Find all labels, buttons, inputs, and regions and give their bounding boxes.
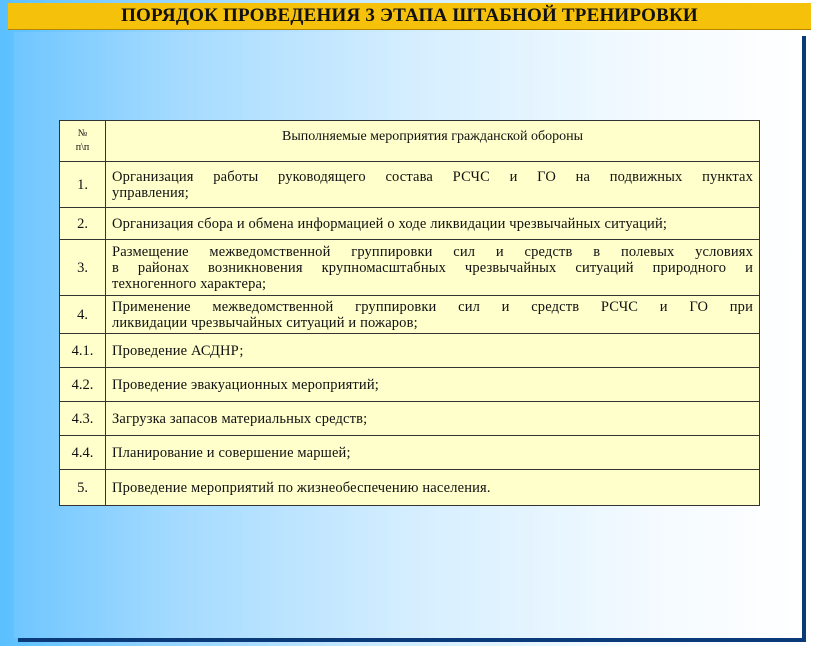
table-row [60, 470, 760, 506]
row-number: 4.1. [60, 334, 106, 368]
page-title: ПОРЯДОК ПРОВЕДЕНИЯ 3 ЭТАПА ШТАБНОЙ ТРЕНИРОВКИ [121, 5, 698, 26]
title-bar [8, 3, 811, 30]
activity-text-line: Применение межведомственной группировки сил и средств РСЧС и ГО при [112, 298, 753, 315]
header-number-cell [60, 121, 106, 162]
row-number: 3. [60, 240, 106, 296]
activity-text-line: управления; [112, 184, 189, 201]
row-activity [106, 240, 760, 296]
row-activity [106, 334, 760, 368]
table-row [60, 240, 760, 296]
row-number: 2. [60, 208, 106, 240]
row-number: 4.4. [60, 436, 106, 470]
activities-table [59, 120, 760, 506]
table-row [60, 296, 760, 334]
header-number-symbol: № [77, 128, 88, 139]
table-row [60, 436, 760, 470]
row-activity [106, 368, 760, 402]
activity-text-line: в районах возникновения крупномасштабных чрезвычайных ситуаций природного и [112, 259, 753, 276]
activity-text-line: техногенного характера; [112, 275, 267, 292]
row-activity [106, 208, 760, 240]
activity-text-line: Загрузка запасов материальных средств; [112, 410, 368, 427]
row-number: 5. [60, 470, 106, 506]
activity-text-line: Организация сбора и обмена информацией о ходе ликвидации чрезвычайных ситуаций; [112, 215, 668, 232]
table-row [60, 162, 760, 208]
row-number: 1. [60, 162, 106, 208]
activity-text-line: Проведение мероприятий по жизнеобеспечению населения. [112, 479, 491, 496]
activity-text-line: Размещение межведомственной группировки сил и средств в полевых условиях [112, 243, 753, 260]
table-row [60, 208, 760, 240]
row-activity [106, 470, 760, 506]
row-number: 4. [60, 296, 106, 334]
row-number: 4.2. [60, 368, 106, 402]
table-header-row [60, 121, 760, 162]
row-activity [106, 402, 760, 436]
activity-text-line: ликвидации чрезвычайных ситуаций и пожаров; [112, 314, 418, 331]
activity-text-line: Планирование и совершение маршей; [112, 444, 351, 461]
row-activity [106, 436, 760, 470]
activity-text-line: Проведение эвакуационных мероприятий; [112, 376, 379, 393]
activity-text-line: Организация работы руководящего состава РСЧС и ГО на подвижных пунктах [112, 168, 753, 185]
row-number: 4.3. [60, 402, 106, 436]
activity-text-line: Проведение АСДНР; [112, 342, 244, 359]
header-activity-cell: Выполняемые мероприятия гражданской обороны [106, 121, 760, 162]
table-row [60, 334, 760, 368]
row-activity [106, 162, 760, 208]
row-activity [106, 296, 760, 334]
table-row [60, 368, 760, 402]
header-number-abbrev: п\п [75, 142, 90, 153]
table-row [60, 402, 760, 436]
